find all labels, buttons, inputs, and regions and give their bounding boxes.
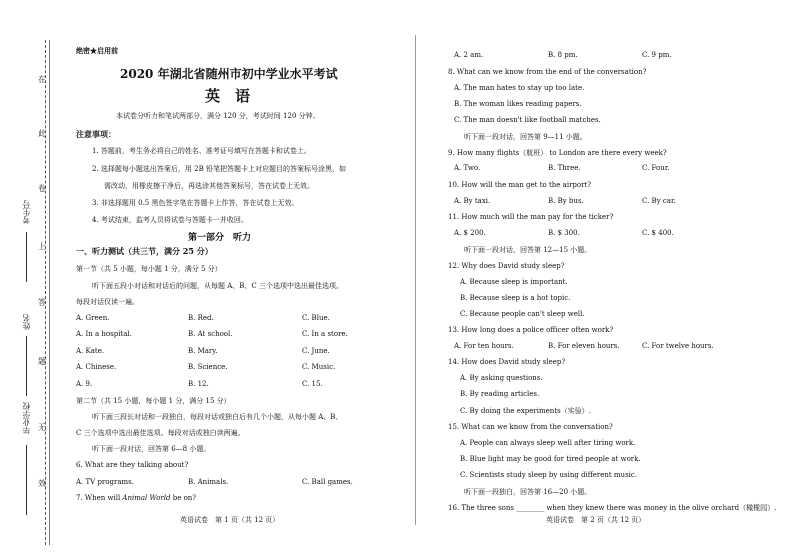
seal-char: 答 bbox=[38, 298, 46, 307]
option: B. The woman likes reading papers. bbox=[454, 100, 582, 108]
subject-title: 英 语 bbox=[205, 87, 251, 105]
question: 14. How does David study sleep? bbox=[448, 358, 566, 366]
page-divider bbox=[415, 35, 416, 525]
part1-heading: 第一部分 听力 bbox=[188, 233, 252, 243]
question-title-emphasis: Animal World bbox=[122, 494, 171, 502]
binding-line-solid bbox=[49, 40, 50, 545]
option: C. By doing the experiments（实验）. bbox=[460, 407, 591, 415]
seal-char: 卷 bbox=[38, 184, 46, 193]
option: B. 12. bbox=[188, 380, 209, 388]
option: C. Ball games. bbox=[302, 478, 353, 486]
option: B. $ 300. bbox=[548, 229, 580, 237]
question: 6. What are they talking about? bbox=[76, 461, 189, 469]
option: B. At school. bbox=[188, 330, 233, 338]
seal-char: 上 bbox=[38, 242, 46, 251]
question bbox=[76, 494, 196, 502]
option: C. For twelve hours. bbox=[642, 342, 714, 350]
option: A. By asking questions. bbox=[460, 374, 543, 382]
field-line-school bbox=[26, 445, 27, 515]
field-label-exam-number: 考生号 bbox=[22, 200, 31, 224]
option: A. $ 200. bbox=[454, 229, 486, 237]
section-heading: 一、听力测试（共三节，满分 25 分） bbox=[76, 246, 213, 256]
notice-title: 注意事项： bbox=[76, 129, 116, 139]
option: A. Two. bbox=[454, 164, 481, 172]
section1-desc: 听下面五段小对话和对话后的问题，从每题 A、B、C 三个选项中选出最佳选项。 bbox=[92, 282, 344, 290]
section2-heading: 第二节（共 15 小题，每小题 1 分，满分 15 分） bbox=[76, 397, 231, 405]
question: 8. What can we know from the end of the conversation? bbox=[448, 68, 647, 76]
exam-title: 2020 年湖北省随州市初中学业水平考试 bbox=[120, 67, 338, 81]
field-label-name: 姓名 bbox=[22, 314, 31, 330]
secret-label: 绝密★启用前 bbox=[76, 46, 118, 55]
binding-line-dashed bbox=[45, 40, 46, 545]
intro-text: 本试卷分听力和笔试两部分，满分 120 分，考试时间 120 分钟。 bbox=[116, 112, 320, 120]
option: B. Mary. bbox=[188, 347, 218, 355]
section2-desc: 听下面三段长对话和一段独白，每段对话或独白后有几个小题，从每小题 A、B、 bbox=[92, 413, 343, 421]
notice-item: 2. 选择题每小题选出答案后，用 2B 铅笔把答题卡上对应题目的答案标号涂黑，如 bbox=[92, 165, 346, 173]
option: B. By bus. bbox=[548, 197, 584, 205]
option: B. Science. bbox=[188, 363, 228, 371]
question: 11. How much will the man pay for the ticker? bbox=[448, 213, 614, 221]
page-footer: 英语试卷 第 2 页（共 12 页） bbox=[546, 516, 646, 524]
option: B. Blue light may be good for tired people at work. bbox=[460, 455, 641, 463]
option: C. By car. bbox=[642, 197, 676, 205]
option: A. Chinese. bbox=[76, 363, 117, 371]
option: A. The man hates to stay up too late. bbox=[454, 84, 585, 92]
page-footer: 英语试卷 第 1 页（共 12 页） bbox=[180, 516, 280, 524]
option: A. People can always sleep well after tiring work. bbox=[460, 439, 636, 447]
notice-item: 1. 答题前，考生务必将自己的姓名、准考证号填写在答题卡和试卷上。 bbox=[92, 147, 311, 155]
option: C. $ 400. bbox=[642, 229, 674, 237]
question: 12. Why does David study sleep? bbox=[448, 262, 565, 270]
option: B. For eleven hours. bbox=[548, 342, 620, 350]
option: A. 9. bbox=[76, 380, 93, 388]
notice-item: 4. 考试结束，监考人员将试卷与答题卡一并收回。 bbox=[92, 216, 248, 224]
dialogue-instruction: 听下面一段对话，回答第 9—11 小题。 bbox=[464, 133, 587, 141]
field-line-name bbox=[26, 336, 27, 396]
option: C. Scientists study sleep by using different music. bbox=[460, 471, 638, 479]
notice-item: 需改动，用橡皮擦干净后，再选涂其他答案标号，答在试卷上无效。 bbox=[104, 182, 314, 190]
option: A. TV programs. bbox=[76, 478, 134, 486]
section2-desc: C 三个选项中选出最佳选项。每段对话或独白读两遍。 bbox=[76, 429, 245, 437]
seal-char: 在 bbox=[38, 75, 46, 84]
option: C. 9 pm. bbox=[642, 51, 672, 59]
option: A. Kate. bbox=[76, 347, 105, 355]
option: A. By taxi. bbox=[454, 197, 491, 205]
option: B. Three. bbox=[548, 164, 581, 172]
option: C. Blue. bbox=[302, 314, 330, 322]
option: A. 2 am. bbox=[454, 51, 484, 59]
option: B. By reading articles. bbox=[460, 390, 540, 398]
dialogue-instruction: 听下面一段对话，回答第 6—8 小题。 bbox=[92, 445, 211, 453]
question: 13. How long does a police officer often work? bbox=[448, 326, 614, 334]
question: 9. How many flights（航班） to London are there every week? bbox=[448, 149, 667, 157]
dialogue-instruction: 听下面一段对话，回答第 12—15 小题。 bbox=[464, 246, 592, 254]
option: B. Because sleep is a hot topic. bbox=[460, 294, 571, 302]
option: C. Music. bbox=[302, 363, 336, 371]
option: C. In a store. bbox=[302, 330, 348, 338]
section1-heading: 第一节（共 5 小题，每小题 1 分，满分 5 分） bbox=[76, 265, 222, 273]
option: A. For ten hours. bbox=[454, 342, 514, 350]
seal-char: 题 bbox=[38, 357, 46, 366]
option: B. 8 pm. bbox=[548, 51, 578, 59]
option: B. Animals. bbox=[188, 478, 229, 486]
field-line-exam-number bbox=[26, 232, 27, 282]
seal-char: 无 bbox=[38, 423, 46, 432]
option: C. Because people can't sleep well. bbox=[460, 310, 585, 318]
option: C. 15. bbox=[302, 380, 323, 388]
option: A. Green. bbox=[76, 314, 110, 322]
question: 10. How will the man get to the airport? bbox=[448, 181, 592, 189]
seal-char: 效 bbox=[38, 479, 46, 488]
question: 16. The three sons ________ when they knew there was money in the olive orchard（橄榄园）. bbox=[448, 504, 777, 512]
section1-desc: 每段对话仅读一遍。 bbox=[76, 298, 139, 306]
seal-char: 此 bbox=[38, 129, 46, 138]
question: 15. What can we know from the conversation? bbox=[448, 423, 613, 431]
monologue-instruction: 听下面一段独白，回答第 16—20 小题。 bbox=[464, 488, 592, 496]
question-text: be on? bbox=[170, 494, 197, 502]
option: A. Because sleep is important. bbox=[460, 278, 568, 286]
option: A. In a hospital. bbox=[76, 330, 132, 338]
question-text: 7. When will bbox=[76, 494, 123, 502]
field-label-school: 毕业学校 bbox=[22, 402, 31, 434]
option: C. The man doesn't like football matches. bbox=[454, 116, 601, 124]
option: C. June. bbox=[302, 347, 330, 355]
notice-item: 3. 非选择题用 0.5 黑色签字笔在答题卡上作答，答在试卷上无效。 bbox=[92, 199, 299, 207]
option: B. Red. bbox=[188, 314, 214, 322]
option: C. Four. bbox=[642, 164, 670, 172]
